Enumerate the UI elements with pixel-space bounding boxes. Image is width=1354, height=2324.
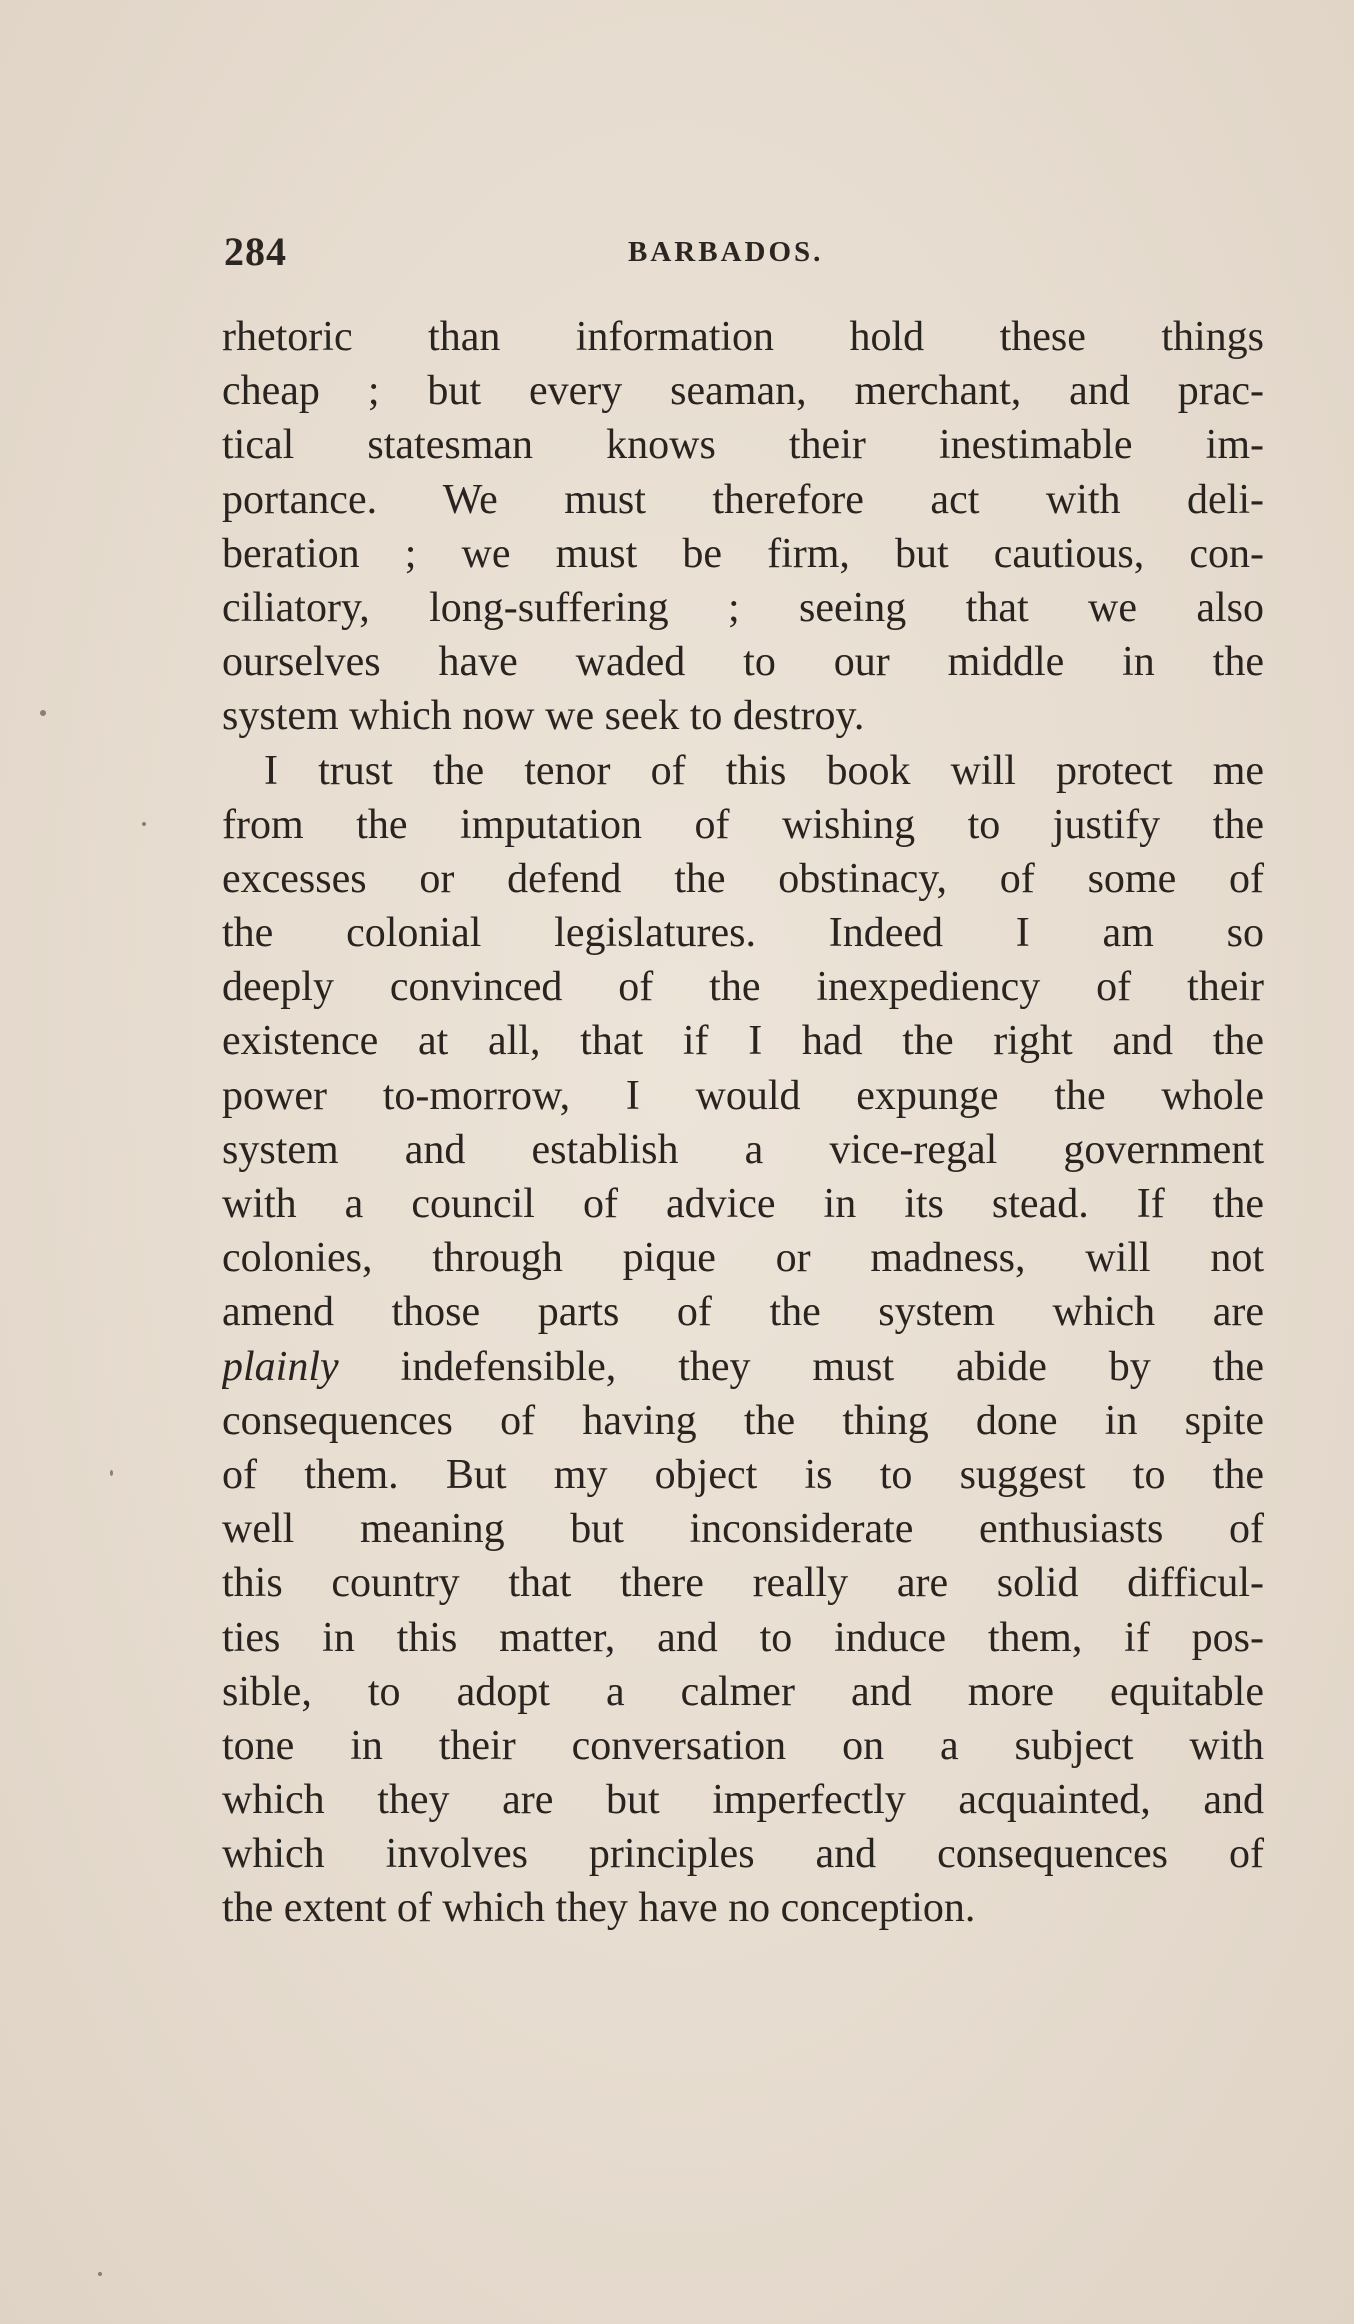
body-text bbox=[222, 310, 1264, 1936]
text-line: the colonial legislatures. Indeed I am so bbox=[222, 910, 1264, 957]
text-line: sible, to adopt a calmer and more equitable bbox=[222, 1668, 1264, 1715]
line-rest: indefensible, they must abide by the bbox=[338, 1343, 1264, 1390]
paper-speck bbox=[40, 710, 46, 716]
text-line: from the imputation of wishing to justify the bbox=[222, 801, 1264, 848]
text-line: tical statesman knows their inestimable im- bbox=[222, 422, 1264, 469]
paper-speck bbox=[98, 2272, 102, 2276]
text-line: system and establish a vice-regal government bbox=[222, 1126, 1264, 1173]
text-line: this country that there really are solid difficul- bbox=[222, 1560, 1264, 1607]
text-line: cheap ; but every seaman, merchant, and prac- bbox=[222, 368, 1264, 415]
text-line: well meaning but inconsiderate enthusiasts of bbox=[222, 1506, 1264, 1553]
text-line: portance. We must therefore act with deli- bbox=[222, 476, 1264, 523]
text-line: ties in this matter, and to induce them, if pos- bbox=[222, 1614, 1264, 1661]
paragraph-start-line: I trust the tenor of this book will protect me bbox=[264, 747, 1264, 794]
text-line: rhetoric than information hold these things bbox=[222, 314, 1264, 360]
text-line: existence at all, that if I had the right and the bbox=[222, 1018, 1264, 1065]
text-line: the extent of which they have no conception. bbox=[222, 1885, 976, 1932]
text-line-italic bbox=[222, 1340, 1264, 1394]
text-line: with a council of advice in its stead. If the bbox=[222, 1181, 1264, 1227]
text-line: power to-morrow, I would expunge the whole bbox=[222, 1072, 1264, 1119]
text-line: amend those parts of the system which are bbox=[222, 1289, 1264, 1336]
page-header bbox=[224, 228, 1264, 288]
text-line: ciliatory, long-suffering ; seeing that we also bbox=[222, 584, 1264, 631]
running-title: BARBADOS. bbox=[628, 236, 824, 268]
paper-speck bbox=[142, 822, 146, 826]
page-number: 284 bbox=[224, 229, 287, 274]
text-line: of them. But my object is to suggest to the bbox=[222, 1451, 1264, 1498]
text-line: deeply convinced of the inexpediency of their bbox=[222, 964, 1264, 1011]
text-line: ourselves have waded to our middle in the bbox=[222, 639, 1264, 686]
text-line: consequences of having the thing done in spite bbox=[222, 1397, 1264, 1444]
text-line: which they are but imperfectly acquainted, and bbox=[222, 1777, 1264, 1824]
text-line: tone in their conversation on a subject with bbox=[222, 1722, 1264, 1769]
text-line: excesses or defend the obstinacy, of some of bbox=[222, 855, 1264, 902]
text-line: which involves principles and consequences of bbox=[222, 1831, 1264, 1878]
text-line: system which now we seek to destroy. bbox=[222, 693, 865, 740]
paper-speck bbox=[110, 1470, 113, 1476]
italic-word: plainly bbox=[222, 1343, 339, 1390]
text-line: colonies, through pique or madness, will not bbox=[222, 1235, 1264, 1282]
text-line: beration ; we must be firm, but cautious, con- bbox=[222, 530, 1264, 577]
